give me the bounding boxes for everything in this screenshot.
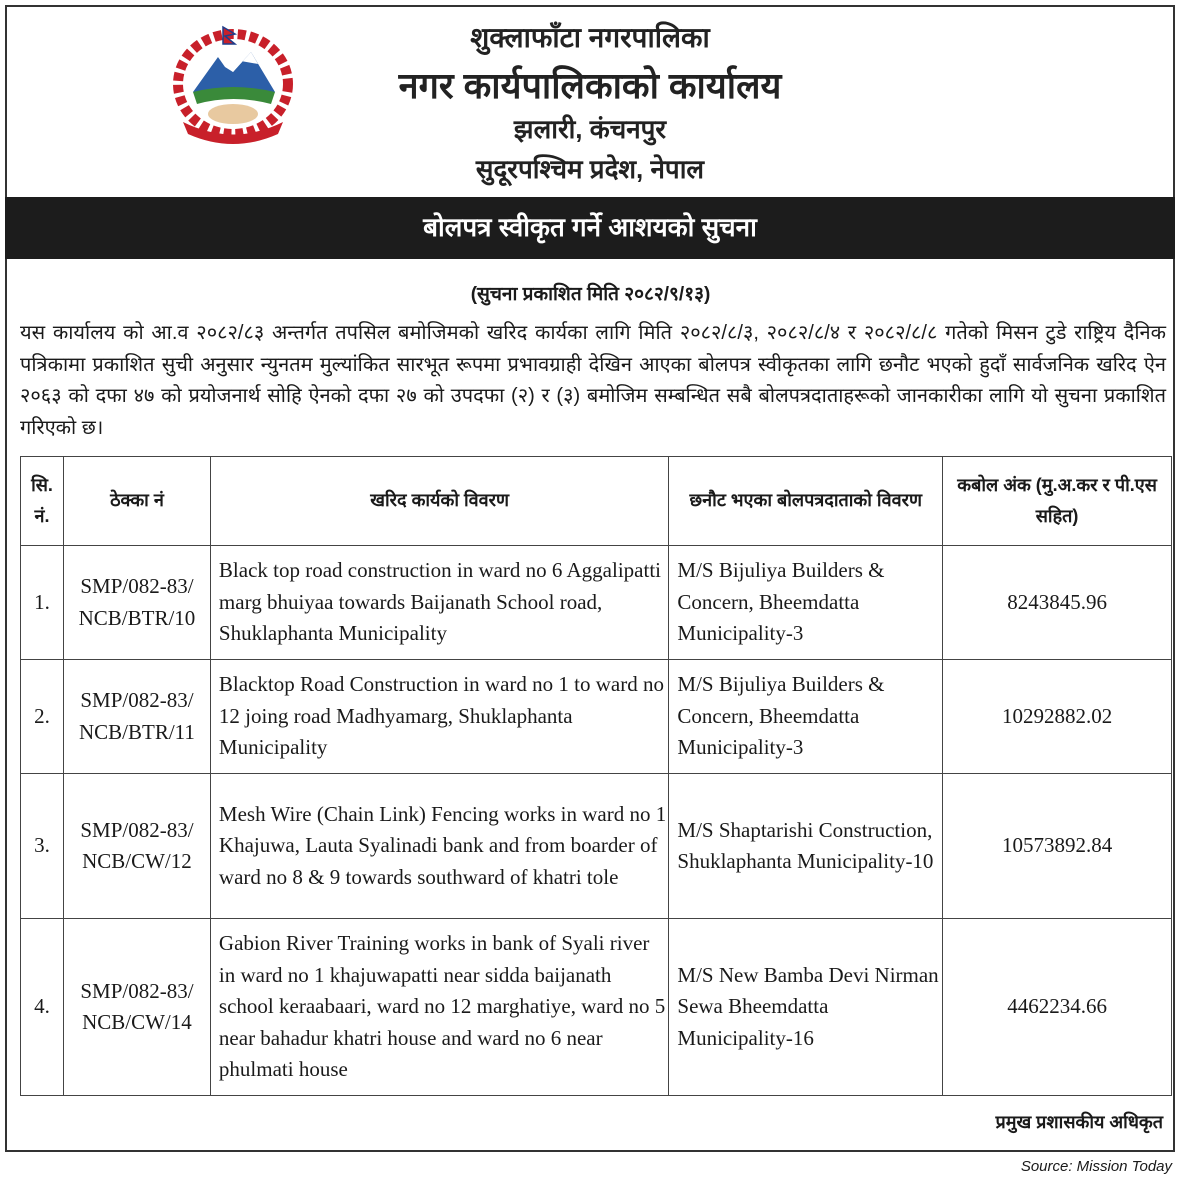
table-row xyxy=(21,546,1172,660)
table-row xyxy=(21,919,1172,1096)
table-header-row xyxy=(21,457,1172,546)
cell-bidder: M/S Bijuliya Builders & Concern, Bheemdatta Municipality-3 xyxy=(669,546,943,660)
office-name: नगर कार्यपालिकाको कार्यालय xyxy=(398,65,782,106)
municipality-name: शुक्लाफाँटा नगरपालिका xyxy=(470,22,710,53)
office-location: झलारी, कंचनपुर xyxy=(513,114,667,144)
cell-amount: 8243845.96 xyxy=(943,546,1172,660)
cell-amount: 10292882.02 xyxy=(943,660,1172,774)
cell-contract: SMP/082-83/ NCB/BTR/10 xyxy=(63,546,210,660)
cell-description: Blacktop Road Construction in ward no 1 to ward no 12 joing road Madhyamarg, Shuklaphanta Municipality xyxy=(210,660,668,774)
cell-bidder: M/S New Bamba Devi Nirman Sewa Bheemdatta Municipality-16 xyxy=(669,919,943,1096)
cell-contract: SMP/082-83/ NCB/CW/14 xyxy=(63,919,210,1096)
cell-description: Mesh Wire (Chain Link) Fencing works in ward no 1 Khajuwa, Lauta Syalinadi bank and from boarder of ward no 8 & 9 towards southward of khatri tole xyxy=(210,774,668,919)
cell-contract: SMP/082-83/ NCB/CW/12 xyxy=(63,774,210,919)
published-date: (सुचना प्रकाशित मिति २०८२/९/१३) xyxy=(470,284,711,305)
cell-sn: 2. xyxy=(21,660,64,774)
table-row xyxy=(21,660,1172,774)
cell-sn: 3. xyxy=(21,774,64,919)
header-sn: सि. नं. xyxy=(21,457,64,546)
cell-contract: SMP/082-83/ NCB/BTR/11 xyxy=(63,660,210,774)
nepal-emblem-logo xyxy=(163,22,303,147)
header-contract-no: ठेक्का नं xyxy=(63,457,210,546)
province-name: सुदूरपश्चिम प्रदेश, नेपाल xyxy=(475,154,705,184)
notice-title: बोलपत्र स्वीकृत गर्ने आशयको सुचना xyxy=(5,197,1175,259)
signatory-title: प्रमुख प्रशासकीय अधिकृत xyxy=(995,1112,1163,1132)
cell-sn: 1. xyxy=(21,546,64,660)
cell-amount: 10573892.84 xyxy=(943,774,1172,919)
cell-bidder: M/S Shaptarishi Construction, Shuklaphanta Municipality-10 xyxy=(669,774,943,919)
table-row xyxy=(21,774,1172,919)
header-description: खरिद कार्यको विवरण xyxy=(210,457,668,546)
bid-table xyxy=(20,456,1172,1096)
cell-amount: 4462234.66 xyxy=(943,919,1172,1096)
notice-body: यस कार्यालय को आ.व २०८२/८३ अन्तर्गत तपसिल बमोजिमको खरिद कार्यका लागि मिति २०८२/८/३, २०८२/८/४ र २०८२/८/८ गतेको मिसन टुडे राष्ट्रिय दैनिक पत्रिकामा प्रकाशित सुची अनुसार न्युनतम मुल्यांकित सारभूत रूपमा प्रभावग्राही देखिन आएका बोलपत्र स्वीकृतका लागि छनौट भएको हुदाँ सार्वजनिक खरिद ऐन २०६३ को दफा ४७ को प्रयोजनार्थ सोहि ऐनको दफा २७ को उपदफा (२) र (३) बमोजिम सम्बन्धित सबै बोलपत्रदाताहरूको जानकारीका लागि यो सुचना प्रकाशित गरिएको छ। xyxy=(20,322,1166,439)
cell-description: Black top road construction in ward no 6 Aggalipatti marg bhuiyaa towards Baijanath School road, Shuklaphanta Municipality xyxy=(210,546,668,660)
cell-description: Gabion River Training works in bank of Syali river in ward no 1 khajuwapatti near sidda baijanath school keraabaari, ward no 12 marghatiye, ward no 5 near bahadur khatri house and ward no 6 near phulmati house xyxy=(210,919,668,1096)
cell-bidder: M/S Bijuliya Builders & Concern, Bheemdatta Municipality-3 xyxy=(669,660,943,774)
source-credit: Source: Mission Today xyxy=(1020,1158,1172,1175)
cell-sn: 4. xyxy=(21,919,64,1096)
header-amount: कबोल अंक (मु.अ.कर र पी.एस सहित) xyxy=(943,457,1172,546)
header-bidder: छनौट भएका बोलपत्रदाताको विवरण xyxy=(669,457,943,546)
